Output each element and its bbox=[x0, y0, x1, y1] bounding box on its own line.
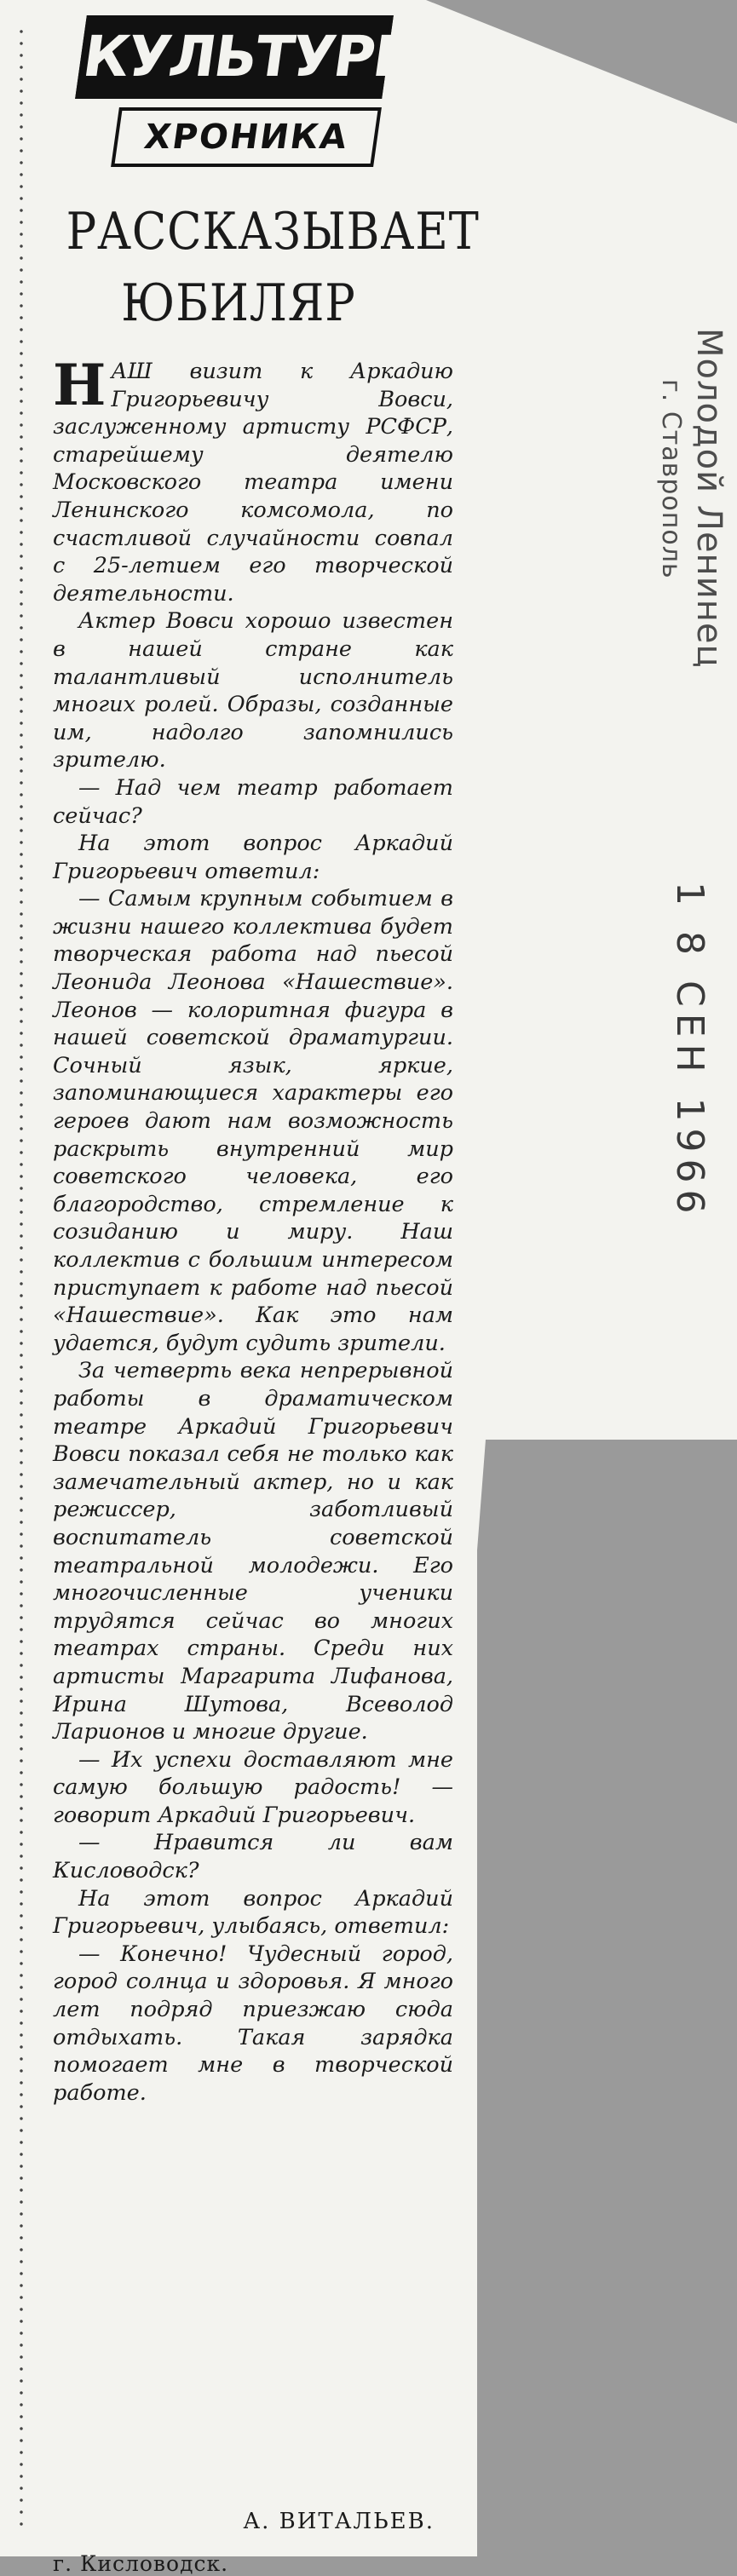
rubric-subtitle: ХРОНИКА bbox=[111, 107, 382, 167]
author-signature: А. ВИТАЛЬЕВ. bbox=[243, 2509, 435, 2534]
perforation-edge bbox=[19, 26, 24, 2530]
rubric-title: КУЛЬТУРНАЯ bbox=[75, 15, 394, 99]
drop-cap: Н bbox=[53, 352, 107, 418]
section-rubric bbox=[78, 15, 507, 164]
headline-line-1: РАССКАЗЫВАЕТ bbox=[66, 202, 480, 262]
article-paragraph: За четверть века непрерывной работы в драматическом театре Аркадий Григорьевич Вовси показал себя не только как замечательный актер, но и как режиссер, заботливый воспитатель советской театральной молодежи. Его многочисленные ученики трудятся сейчас во многих театрах страны. Среди них артисты Маргарита Лифанова, Ирина Шутова, Всеволод Ларионов и многие другие. bbox=[53, 1358, 453, 1745]
article-paragraph: На этот вопрос Аркадий Григорьевич ответил: bbox=[53, 831, 453, 884]
headline-line-2: ЮБИЛЯР bbox=[121, 273, 356, 333]
article-paragraph: Актер Вовси хорошо известен в нашей стране как талантливый исполнитель многих ролей. Образы, созданные им, надолго запомнились зрителю. bbox=[53, 608, 453, 773]
article-paragraph: На этот вопрос Аркадий Григорьевич, улыбаясь, ответил: bbox=[53, 1885, 453, 1940]
city-stamp: г. Ставрополь bbox=[656, 379, 686, 579]
article-paragraph: — Нравится ли вам Кисловодск? bbox=[53, 1830, 453, 1884]
article-paragraph: — Их успехи доставляют мне самую большую радость! — говорит Аркадий Григорьевич. bbox=[53, 1746, 453, 1828]
newspaper-name-stamp: Молодой Ленинец bbox=[689, 328, 728, 669]
date-stamp: 1 8 СЕН 1966 bbox=[668, 882, 711, 1221]
article-headline bbox=[66, 196, 480, 339]
dateline-place: г. Кисловодск. bbox=[53, 2551, 229, 2576]
article-paragraph: НАШ визит к Аркадию Григорьевичу Вовси, заслуженному артисту РСФСР, старейшему деятелю Московского театра имени Ленинского комсомола, по счастливой случайности совпал с 25-летием его творческой деятельности. bbox=[53, 352, 453, 607]
article-paragraph: — Над чем театр работает сейчас? bbox=[53, 774, 453, 829]
article-paragraph: — Конечно! Чудесный город, город солнца и здоровья. Я много лет подряд приезжаю сюда отдыхать. Такая зарядка помогает мне в творческой работе. bbox=[53, 1941, 453, 2106]
article-paragraph: — Самым крупным событием в жизни нашего коллектива будет творческая работа над пьесой Леонида Леонова «Нашествие». Леонов — колоритная фигура в нашей советской драматургии. Сочный язык, яркие, запоминающиеся характеры его героев дают нам возможность раскрыть внутренний мир советского человека, его благородство, стремление к созиданию и миру. Наш коллектив с большим интересом приступает к работе над пьесой «Нашествие». Как это нам удается, будут судить зрители. bbox=[53, 886, 453, 1356]
article-body bbox=[53, 352, 453, 2107]
